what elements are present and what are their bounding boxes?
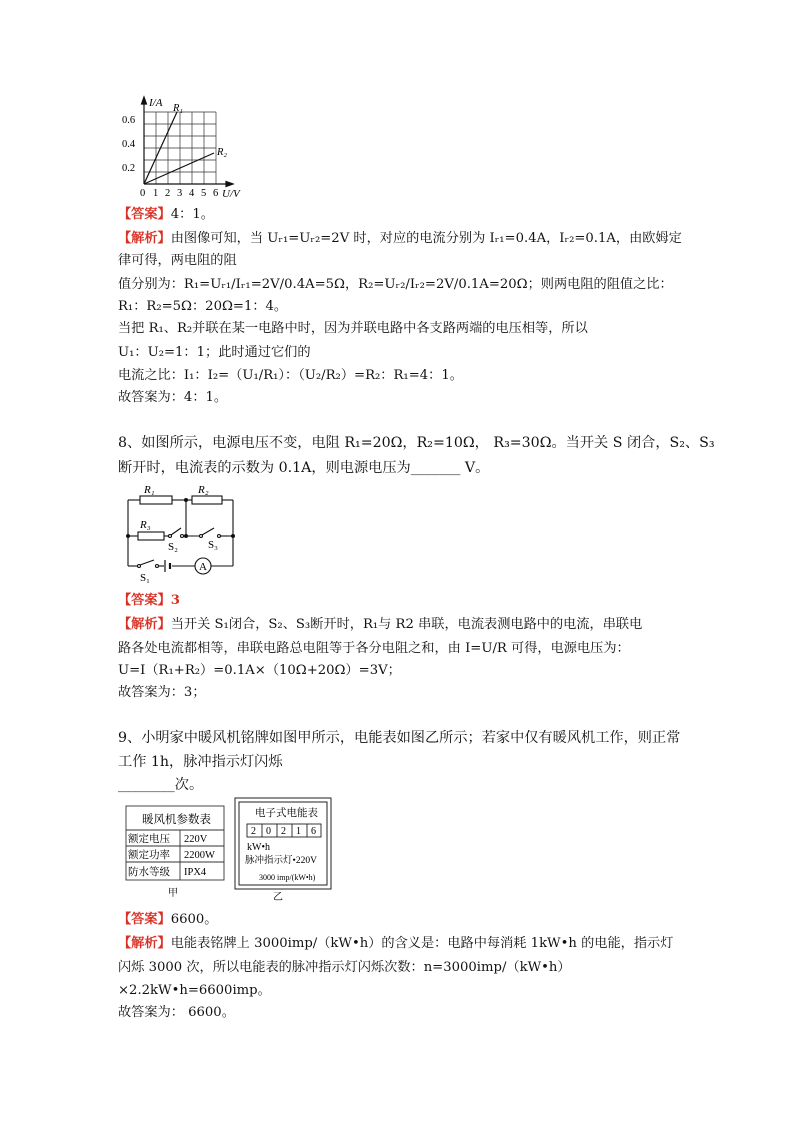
q9-analysis-line: 闪烁 3000 次，所以电能表的脉冲指示灯闪烁次数：n=3000imp/（kW•h） (118, 960, 571, 975)
y-tick: 0.6 (122, 115, 136, 126)
switch-s2 (169, 528, 184, 538)
q8-analysis-line: U=I（R₁+R₂）=0.1A×（10Ω+20Ω）=3V； (118, 663, 401, 678)
r1-label: R₁ (173, 103, 184, 114)
nameplate-caption: 甲 (168, 888, 178, 899)
analysis-tag: 【解析】 (118, 231, 171, 246)
nameplate-title: 暖风机参数表 (142, 814, 211, 826)
meter-digit: 2 (251, 826, 256, 837)
resistor-r2 (192, 496, 222, 504)
x-tick: 2 (165, 188, 171, 199)
q8-answer-value: 3 (170, 593, 180, 608)
iu-graph (118, 94, 248, 202)
q8-analysis-line: 路各处电流都相等，串联电路总电阻等于各分电阻之和，由 I=U/R 可得，电源电压为： (118, 641, 630, 656)
graph-grid (144, 112, 216, 184)
q8-circuit (118, 480, 248, 588)
switch-s3 (200, 528, 221, 538)
q7-answer (118, 205, 214, 225)
analysis-tag: 【解析】 (118, 617, 171, 632)
x-tick: 5 (201, 188, 207, 199)
x-tick: 1 (153, 188, 159, 199)
q7-answer-value: 4：1。 (170, 207, 214, 222)
meter-lamp: 脉冲指示灯•220V (245, 856, 317, 866)
resistor-r1 (140, 496, 172, 504)
ammeter-label: A (199, 561, 207, 573)
meter-digit: 0 (266, 826, 271, 837)
q7-analysis-line: 电流之比：I₁：I₂=（U₁/R₁）：（U₂/R₂）=R₂：R₁=4：1。 (118, 368, 463, 383)
q8-answer (118, 591, 180, 611)
q9-analysis-line: 【解析】电能表铭牌上 3000imp/（kW•h）的含义是：电路中每消耗 1kW•h 的电能，指示灯 (118, 936, 674, 951)
r2-label: R₂ (217, 147, 228, 158)
answer-tag: 【答案】 (118, 593, 171, 608)
s2-label: S₂ (168, 541, 178, 553)
y-tick: 0.2 (122, 163, 136, 174)
meter-digit: 6 (311, 826, 316, 837)
q9-analysis-line: ×2.2kW•h=6600imp。 (118, 983, 271, 998)
switch-s1 (138, 560, 159, 568)
y-axis-label: I/A (149, 97, 163, 109)
meter-title: 电子式电能表 (255, 808, 318, 819)
q8-question-line: 断开时，电流表的示数为 0.1A，则电源电压为_______ V。 (118, 460, 490, 476)
q9-question-line: 9、小明家中暖风机铭牌如图甲所示，电能表如图乙所示；若家中仅有暖风机工作，则正常 (118, 730, 681, 746)
r2-label: R₂ (198, 484, 209, 496)
analysis-tag: 【解析】 (118, 936, 171, 951)
q7-analysis-line: U₁：U₂=1：1；此时通过它们的 (118, 345, 311, 360)
s3-label: S₃ (208, 539, 218, 551)
resistor-r3 (138, 532, 164, 540)
nameplate-key: 防水等级 (128, 867, 170, 878)
heater-nameplate (124, 802, 234, 900)
meter-digit: 2 (281, 826, 286, 837)
x-tick: 6 (213, 188, 219, 199)
q7-analysis-line: 【解析】由图像可知，当 Uᵣ₁=Uᵣ₂=2V 时，对应的电流分别为 Iᵣ₁=0.4A，Iᵣ₂=0.1A，由欧姆定 (118, 231, 682, 246)
q9-answer (118, 910, 218, 930)
q9-analysis-line: 故答案为： 6600。 (118, 1005, 235, 1020)
s1-label: S₁ (140, 572, 150, 584)
graph-axes (142, 97, 234, 187)
answer-tag: 【答案】 (118, 912, 171, 927)
q8-analysis-line: 故答案为：3； (118, 685, 206, 700)
nameplate-key: 额定电压 (128, 834, 170, 845)
nameplate-value: 220V (184, 834, 208, 845)
q8-analysis-line: 【解析】当开关 S₁闭合，S₂、S₃断开时，R₁与 R2 串联，电流表测电路中的电流，串联电 (118, 617, 643, 632)
q9-answer-value: 6600。 (170, 912, 218, 927)
meter-caption: 乙 (273, 892, 283, 902)
line-r2 (144, 153, 214, 184)
q7-analysis-line: 当把 R₁、R₂并联在某一电路中时，因为并联电路中各支路两端的电压相等，所以 (118, 321, 588, 336)
nameplate-key: 额定功率 (128, 850, 170, 861)
q7-analysis-line: 值分别为：R₁=Uᵣ₁/Iᵣ₁=2V/0.4A=5Ω，R₂=Uᵣ₂/Iᵣ₂=2V/0.1A=20Ω；则两电阻的阻值之比： (118, 277, 673, 292)
q9-question-line: ________次。 (118, 777, 204, 793)
y-tick: 0.4 (122, 139, 136, 150)
x-tick: 3 (177, 188, 183, 199)
x-axis-label: U/V (222, 188, 240, 200)
q7-analysis-line: 律可得，两电阻的阻 (118, 253, 237, 268)
r1-label: R₁ (144, 484, 155, 496)
q7-analysis-line: 故答案为：4：1。 (118, 390, 228, 405)
answer-tag: 【答案】 (118, 207, 171, 222)
r3-label: R₃ (140, 519, 151, 531)
energy-meter (233, 796, 335, 902)
x-tick: 0 (140, 188, 146, 199)
nameplate-value: 2200W (184, 850, 215, 861)
q9-question-line: 工作 1h，脉冲指示灯闪烁 (118, 754, 283, 770)
q7-analysis-line: R₁：R₂=5Ω：20Ω=1：4。 (118, 299, 288, 314)
meter-digit: 1 (296, 826, 301, 837)
meter-unit: kW•h (247, 842, 270, 853)
x-tick: 4 (189, 188, 195, 199)
q8-question-line: 8、如图所示，电源电压不变，电阻 R₁=20Ω，R₂=10Ω， R₃=30Ω。当开关 S 闭合，S₂、S₃ (118, 435, 715, 451)
nameplate-value: IPX4 (184, 867, 207, 878)
meter-rating: 3000 imp/(kW•h) (259, 873, 316, 882)
battery-symbol (165, 560, 170, 572)
